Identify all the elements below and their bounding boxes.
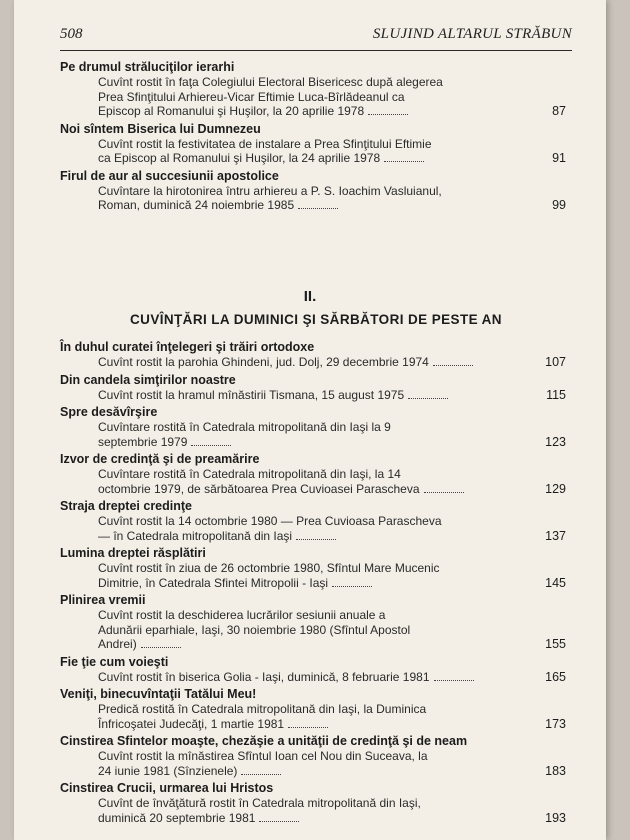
entry-line: Cuvîntare la hirotonirea întru arhiereu a P. S. Ioachim Vasluianul, [98,183,442,198]
entry-description [60,467,572,496]
dot-leader [433,365,473,366]
entry-description [60,749,572,778]
entry-description [60,75,572,119]
entry-page-number: 99 [552,198,566,212]
entry-title: Lumina dreptei răsplătiri [60,546,206,560]
entry-line: Cuvînt rostit la deschiderea lucrărilor sesiunii anuale a [98,608,386,622]
entry-description [60,514,572,543]
entry-line: Cuvînt rostit la mînăstirea Sfîntul Ioan cel Nou din Suceava, la [98,749,428,763]
entry-line-last: Cuvînt rostit în biserica Golia - Iaşi, duminică, 8 februarie 1981 [98,670,516,685]
entry-description [60,420,572,449]
dot-leader [408,398,448,399]
dot-leader [296,539,336,540]
entry-line: Cuvînt rostit în ziua de 26 octombrie 1980, Sfîntul Mare Mucenic [98,561,440,575]
entry-line-last: Andrei) [98,637,516,652]
entry-description [60,388,572,403]
toc-entry [60,405,572,449]
entry-line-last: Cuvînt rostit la parohia Ghindeni, jud. Dolj, 29 decembrie 1974 [98,355,516,370]
toc-entry [60,373,572,403]
entry-title: Pe drumul străluciţilor ierarhi [60,60,235,74]
entry-line-last: Cuvînt rostit la hramul mînăstirii Tismana, 15 august 1975 [98,388,516,403]
dot-leader [298,208,338,209]
entry-line-last: 24 iunie 1981 (Sînzienele) [98,764,516,779]
page-number: 508 [60,26,83,42]
entry-page-number: 129 [545,481,566,496]
entry-page-number: 87 [552,104,566,118]
entry-description [60,702,572,731]
toc-entry [60,60,572,119]
dot-leader [191,445,231,446]
entry-line: Cuvînt rostit la festivitatea de instalare a Prea Sfinţitului Eftimie [98,136,432,151]
entry-description [60,561,572,590]
entry-description [60,796,572,825]
entry-page-number: 123 [545,434,566,449]
toc-entry [60,593,572,652]
entry-title: În duhul curatei înţelegeri şi trăiri ortodoxe [60,340,315,354]
entry-description [60,670,572,685]
entry-description [60,355,572,370]
dot-leader [384,161,424,162]
book-page [14,0,606,840]
entry-title: Spre desăvîrşire [60,405,158,419]
entry-title: Cinstirea Sfintelor moaşte, chezăşie a unităţii de credinţă şi de neam [60,734,468,748]
entry-page-number: 91 [552,151,566,165]
dot-leader [434,680,474,681]
entry-title: Izvor de credinţă şi de preamărire [60,452,260,466]
section-number: II. [303,288,317,305]
toc-entry [60,122,572,166]
entry-line: Cuvîntare rostită în Catedrala mitropolitană din Iaşi, la 14 [98,467,401,481]
toc-entry [60,781,572,825]
entry-line: Cuvînt rostit în faţa Colegiului Electoral Bisericesc după alegerea [98,75,443,89]
entry-line-last: — în Catedrala mitropolitană din Iaşi [98,529,516,544]
dot-leader [259,821,299,822]
toc-entry [60,169,572,213]
entry-line: Prea Sfinţitului Arhiereu-Vicar Eftimie Luca-Bîrlădeanul ca [98,89,405,104]
entry-page-number: 173 [545,716,566,731]
entry-page-number: 165 [545,669,566,684]
entry-page-number: 137 [545,528,566,543]
toc-entry [60,452,572,496]
toc-entry [60,499,572,543]
dot-leader [424,492,464,493]
toc-entry [60,687,572,731]
entry-line-last: Înfricoşatei Judecăţi, 1 martie 1981 [98,717,516,732]
toc-part-1 [60,60,572,216]
entry-line-last: Dimitrie, în Catedrala Sfintei Mitropolii - Iaşi [98,576,516,591]
toc-entry [60,655,572,685]
dot-leader [241,774,281,775]
entry-line: Adunării eparhiale, Iaşi, 30 noiembrie 1980 (Sfîntul Apostol [98,622,411,637]
entry-page-number: 107 [545,355,566,369]
entry-line-last: Roman, duminică 24 noiembrie 1985 [98,198,516,213]
entry-page-number: 145 [545,575,566,590]
dot-leader [141,647,181,648]
entry-title: Cinstirea Crucii, urmarea lui Hristos [60,781,274,795]
dot-leader [288,727,328,728]
entry-page-number: 193 [545,810,566,825]
entry-line: Cuvîntare rostită în Catedrala mitropolitană din Iaşi la 9 [98,420,391,434]
entry-line: Cuvînt rostit la 14 octombrie 1980 — Prea Cuvioasa Parascheva [98,514,442,528]
entry-title: Veniţi, binecuvîntaţii Tatălui Meu! [60,687,257,701]
entry-page-number: 115 [546,387,566,402]
toc-entry [60,546,572,590]
entry-line-last: Episcop al Romanului şi Huşilor, la 20 aprilie 1978 [98,104,516,119]
entry-line: Predică rostită în Catedrala mitropolitană din Iaşi, la Duminica [98,702,427,716]
entry-page-number: 155 [545,637,566,651]
entry-description [60,184,572,213]
entry-description [60,137,572,166]
entry-line: Cuvînt de învăţătură rostit în Catedrala mitropolitană din Iaşi, [98,796,421,810]
entry-title: Plinirea vremii [60,593,146,607]
entry-title: Fie ţie cum voieşti [60,654,169,669]
section-title: CUVÎNŢĂRI LA DUMINICI ŞI SĂRBĂTORI DE PESTE AN [130,312,502,327]
toc-entry [60,340,572,370]
dot-leader [368,114,408,115]
entry-line-last: duminică 20 septembrie 1981 [98,811,516,826]
entry-description [60,608,572,652]
entry-title: Firul de aur al succesiunii apostolice [60,168,279,183]
dot-leader [332,586,372,587]
entry-line-last: octombrie 1979, de sărbătoarea Prea Cuvioasei Parascheva [98,482,516,497]
toc-part-2 [60,340,572,828]
running-title: SLUJIND ALTARUL STRĂBUN [372,26,572,42]
entry-line-last: ca Episcop al Romanului şi Huşilor, la 24 aprilie 1978 [98,151,516,166]
toc-entry [60,734,572,778]
entry-title: Noi sîntem Biserica lui Dumnezeu [60,121,261,136]
entry-title: Din candela simţirilor noastre [60,372,236,387]
entry-page-number: 183 [545,763,566,778]
entry-line-last: septembrie 1979 [98,435,516,450]
page-header [60,22,572,51]
entry-title: Straja dreptei credinţe [60,499,192,513]
